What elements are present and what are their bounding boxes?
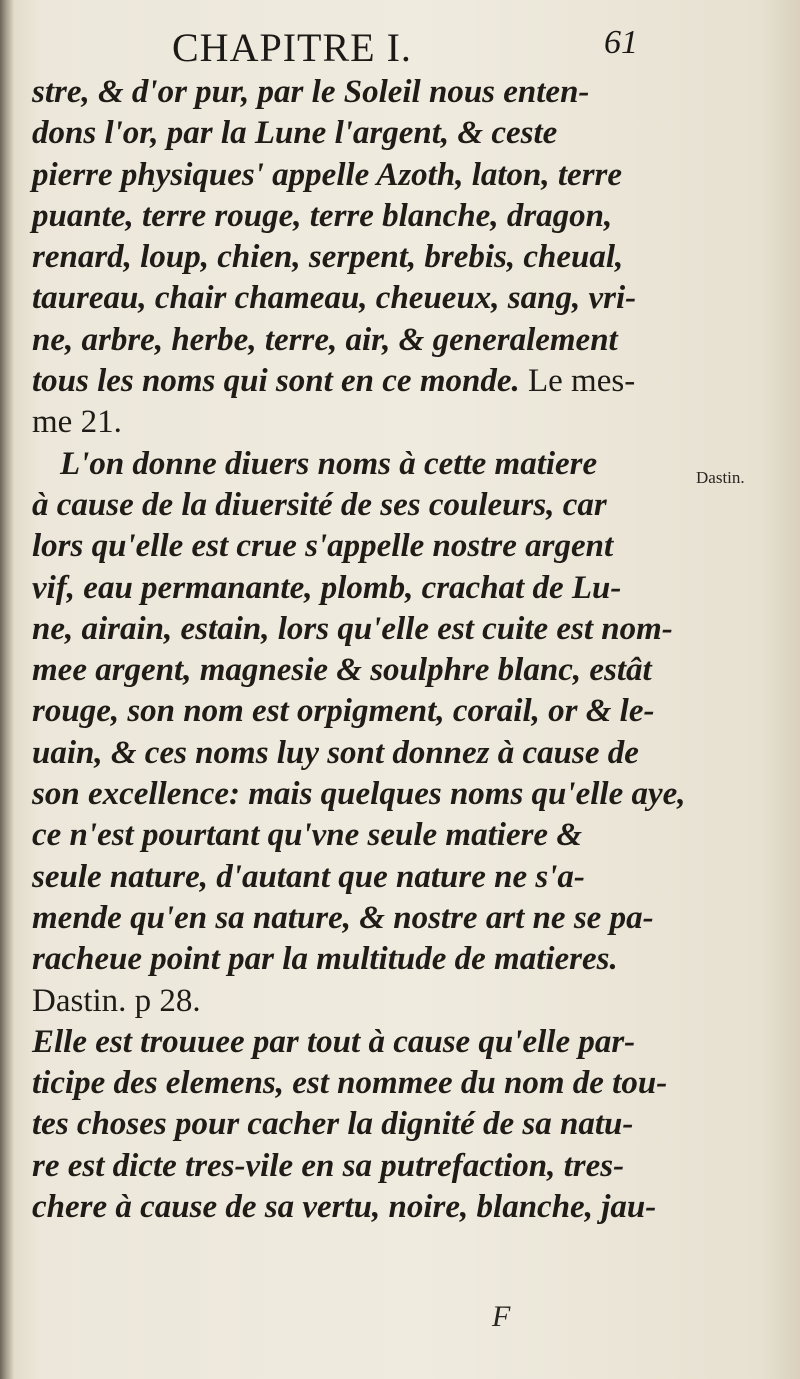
text-line xyxy=(32,402,672,443)
text-line xyxy=(32,939,672,980)
text-line xyxy=(32,1063,672,1104)
text-line xyxy=(32,733,672,774)
text-line xyxy=(32,1187,672,1228)
text-line-italic: racheue point par la multitude de matieres. xyxy=(32,941,618,978)
text-line xyxy=(32,361,672,402)
text-line-italic: pierre physiques' appelle Azoth, laton, terre xyxy=(32,156,623,193)
text-line xyxy=(32,155,672,196)
text-line-italic: rouge, son nom est orpigment, corail, or & le- xyxy=(32,693,655,730)
text-line-roman: me 21. xyxy=(32,404,122,441)
page-gutter-shadow xyxy=(0,0,14,1379)
text-line xyxy=(32,815,672,856)
text-line xyxy=(32,650,672,691)
text-line-italic: renard, loup, chien, serpent, brebis, cheual, xyxy=(32,239,624,276)
text-line xyxy=(32,898,672,939)
text-line-italic: mende qu'en sa nature, & nostre art ne se pa- xyxy=(32,899,654,936)
text-line-italic: son excellence: mais quelques noms qu'elle aye, xyxy=(32,776,686,813)
text-line xyxy=(32,444,672,485)
running-title: CHAPITRE I. xyxy=(172,25,412,70)
text-line-italic: uain, & ces noms luy sont donnez à cause de xyxy=(32,734,639,771)
text-line-italic: tous les noms qui sont en ce monde. xyxy=(32,363,520,400)
page-header xyxy=(0,14,800,70)
text-line xyxy=(32,278,672,319)
text-line xyxy=(32,774,686,815)
text-line-italic: ticipe des elemens, est nommee du nom de tou- xyxy=(32,1065,668,1102)
text-line xyxy=(32,981,672,1022)
text-line-italic: à cause de la diuersité de ses couleurs, car xyxy=(32,486,607,523)
margin-note: Dastin. xyxy=(696,468,745,487)
text-line-italic: re est dicte tres-vile en sa putrefaction, tres- xyxy=(32,1147,625,1184)
text-line-roman: Le mes- xyxy=(519,363,636,400)
text-line-italic: L'on donne diuers noms à cette matiere xyxy=(60,445,598,482)
text-line-italic: vif, eau permanante, plomb, crachat de Lu- xyxy=(32,569,622,606)
page-number: 61 xyxy=(604,24,638,61)
text-line xyxy=(32,1104,672,1145)
text-line-italic: taureau, chair chameau, cheueux, sang, vri- xyxy=(32,280,637,317)
text-line-italic: chere à cause de sa vertu, noire, blanche, jau- xyxy=(32,1189,657,1226)
text-line-italic: mee argent, magnesie & soulphre blanc, estât xyxy=(32,652,652,689)
text-line xyxy=(32,485,672,526)
body-text xyxy=(32,72,686,1228)
text-line xyxy=(32,609,672,650)
text-line xyxy=(32,1022,672,1063)
text-line-italic: ne, airain, estain, lors qu'elle est cuite est nom- xyxy=(32,610,673,647)
text-line-italic: seule nature, d'autant que nature ne s'a- xyxy=(32,858,585,895)
text-line xyxy=(32,691,672,732)
text-line-roman: Dastin. p 28. xyxy=(32,982,201,1019)
signature-mark: F xyxy=(492,1300,511,1333)
text-line-italic: ce n'est pourtant qu'vne seule matiere & xyxy=(32,817,582,854)
text-line xyxy=(32,237,672,278)
text-line xyxy=(32,320,672,361)
text-line xyxy=(32,526,672,567)
text-line-italic: Elle est trouuee par tout à cause qu'elle par- xyxy=(32,1023,636,1060)
text-line-italic: lors qu'elle est crue s'appelle nostre argent xyxy=(32,528,614,565)
text-line xyxy=(32,857,672,898)
text-line-italic: stre, & d'or pur, par le Soleil nous enten- xyxy=(32,74,590,110)
text-line-italic: dons l'or, par la Lune l'argent, & ceste xyxy=(32,115,558,152)
text-line xyxy=(32,1146,672,1187)
text-line xyxy=(32,113,672,154)
text-line xyxy=(32,196,672,237)
text-line-italic: puante, terre rouge, terre blanche, dragon, xyxy=(32,197,613,234)
text-line-italic: tes choses pour cacher la dignité de sa natu- xyxy=(32,1106,634,1143)
text-line-italic: ne, arbre, herbe, terre, air, & generalement xyxy=(32,321,618,358)
text-line xyxy=(32,72,672,113)
text-line xyxy=(32,568,672,609)
